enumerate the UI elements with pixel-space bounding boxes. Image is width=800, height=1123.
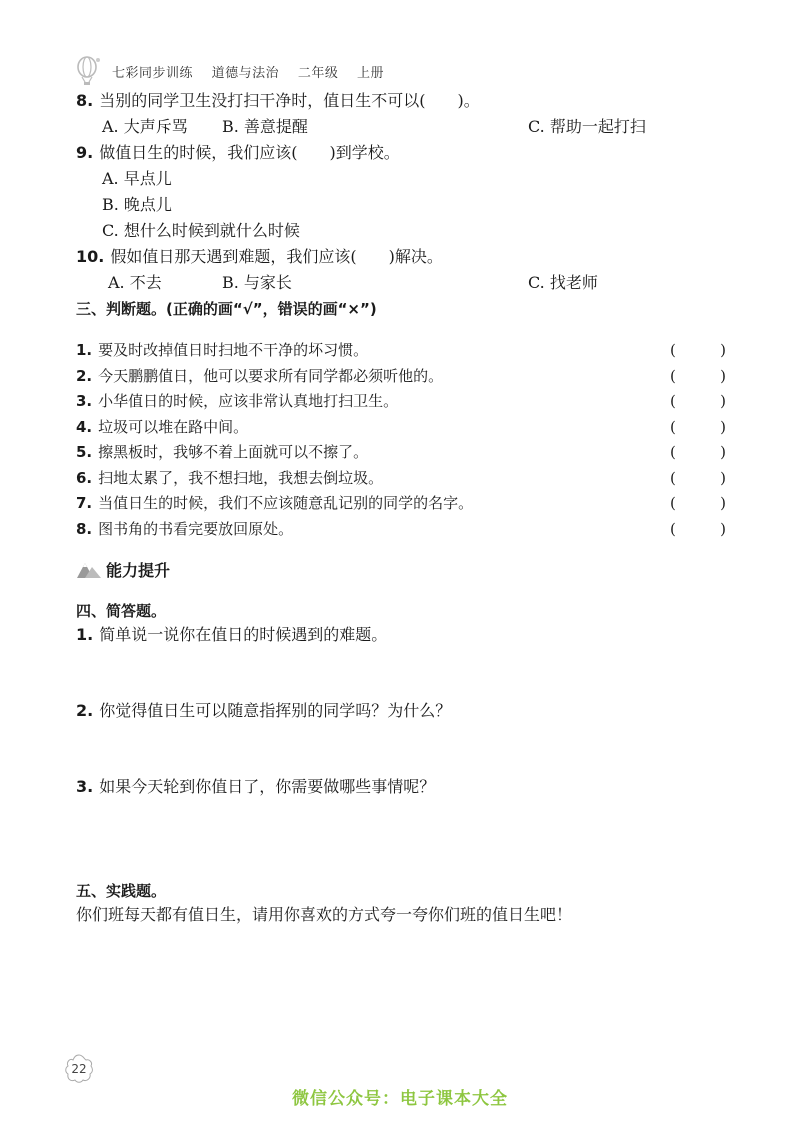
page-number-badge — [62, 1052, 96, 1086]
option-b: B. 与家长 — [222, 273, 292, 292]
paren-close: ) — [720, 443, 726, 461]
question-text: 如果今天轮到你值日了，你需要做哪些事情呢？ — [99, 777, 436, 796]
answer-blank[interactable] — [670, 338, 726, 362]
question-number: 5. — [76, 443, 93, 461]
question-text: 要及时改掉值日时扫地不干净的坏习惯。 — [98, 341, 369, 359]
question-number: 7. — [76, 494, 93, 512]
paren-close: ) — [720, 468, 726, 487]
option-a: A. 早点儿 — [102, 169, 172, 188]
paren-close: ) — [720, 341, 726, 359]
question-number: 8. — [76, 91, 94, 110]
practice-text: 你们班每天都有值日生，请用你喜欢的方式夸一夸你们班的值日生吧！ — [76, 905, 573, 924]
short-question-3 — [76, 776, 435, 798]
question-number: 10. — [76, 247, 105, 266]
question-number: 2. — [76, 366, 93, 385]
judge-question — [76, 389, 398, 413]
question-text: 今天鹏鹏值日，他可以要求所有同学都必须听他的。 — [98, 366, 444, 385]
option-b: B. 晚点儿 — [102, 195, 172, 214]
question-text: 你觉得值日生可以随意指挥别的同学吗？为什么？ — [99, 701, 452, 720]
question-number: 2. — [76, 701, 94, 720]
paren-open: ( — [670, 366, 676, 385]
question-text: 当值日生的时候，我们不应该随意乱记别的同学的名字。 — [98, 494, 474, 512]
option-b: B. 善意提醒 — [222, 117, 308, 136]
paren-close: ) — [720, 417, 726, 436]
header-grade: 二年级 — [297, 65, 339, 81]
paren-close: ) — [720, 494, 726, 512]
header-volume: 上册 — [356, 65, 384, 81]
question-number: 1. — [76, 625, 94, 644]
judge-item — [76, 517, 726, 541]
answer-blank[interactable] — [670, 491, 726, 515]
judge-item — [76, 389, 726, 413]
paren-open: ( — [670, 341, 676, 359]
question-text: 垃圾可以堆在路中间。 — [98, 417, 249, 436]
mountain-icon — [76, 559, 102, 579]
option-a: A. 大声斥骂 — [102, 117, 188, 136]
footer-watermark: 微信公众号：电子课本大全 — [292, 1089, 508, 1109]
paren-open: ( — [670, 443, 676, 461]
question-text: 图书角的书看完要放回原处。 — [98, 519, 294, 538]
judge-question — [76, 364, 443, 388]
ability-banner — [76, 556, 170, 582]
paren-open: ( — [670, 519, 676, 538]
question-10 — [76, 246, 443, 268]
short-section-title: 四、简答题。 — [76, 602, 167, 620]
judge-item — [76, 364, 726, 388]
paren-open: ( — [670, 494, 676, 512]
header-series: 七彩同步训练 — [112, 65, 194, 81]
question-number: 3. — [76, 777, 94, 796]
judge-item — [76, 491, 726, 515]
judge-item — [76, 415, 726, 439]
paren-open: ( — [670, 417, 676, 436]
question-number: 3. — [76, 392, 93, 410]
judge-question — [76, 491, 473, 515]
paren-close: ) — [720, 392, 726, 410]
balloon-icon — [76, 56, 102, 86]
page-number: 22 — [71, 1062, 87, 1076]
header-text — [112, 62, 398, 81]
question-text: 擦黑板时，我够不着上面就可以不擦了。 — [98, 443, 369, 461]
page-header — [76, 56, 398, 86]
judge-question — [76, 338, 368, 362]
option-c: C. 帮助一起打扫 — [528, 117, 646, 136]
question-text: 小华值日的时候，应该非常认真地打扫卫生。 — [98, 392, 399, 410]
question-text: 扫地太累了，我不想扫地，我想去倒垃圾。 — [98, 468, 384, 487]
paren-close: ) — [720, 519, 726, 538]
short-question-1 — [76, 624, 387, 646]
question-text: 简单说一说你在值日的时候遇到的难题。 — [99, 625, 388, 644]
question-number: 1. — [76, 341, 93, 359]
question-number: 8. — [76, 519, 93, 538]
paren-open: ( — [670, 468, 676, 487]
judge-question — [76, 466, 383, 490]
judge-item — [76, 466, 726, 490]
judge-item — [76, 338, 726, 362]
option-c: C. 想什么时候到就什么时候 — [102, 221, 300, 240]
question-text: 假如值日那天遇到难题，我们应该( )解决。 — [110, 247, 443, 266]
option-a: A. 不去 — [108, 273, 162, 292]
judge-item — [76, 440, 726, 464]
judge-question — [76, 415, 248, 439]
header-subject: 道德与法治 — [211, 65, 280, 81]
answer-blank[interactable] — [670, 466, 726, 490]
practice-section-title: 五、实践题。 — [76, 882, 167, 900]
answer-blank[interactable] — [670, 517, 726, 541]
judge-question — [76, 440, 368, 464]
question-number: 6. — [76, 468, 93, 487]
question-number: 9. — [76, 143, 94, 162]
judge-question — [76, 517, 293, 541]
paren-open: ( — [670, 392, 676, 410]
paren-close: ) — [720, 366, 726, 385]
question-9 — [76, 142, 400, 164]
short-question-2 — [76, 700, 451, 722]
question-text: 做值日生的时候，我们应该( )到学校。 — [99, 143, 400, 162]
answer-blank[interactable] — [670, 415, 726, 439]
judge-section-title: 三、判断题。(正确的画“√”，错误的画“×”) — [76, 300, 377, 318]
question-8 — [76, 90, 480, 112]
ability-title: 能力提升 — [106, 560, 171, 580]
answer-blank[interactable] — [670, 364, 726, 388]
question-number: 4. — [76, 417, 93, 436]
answer-blank[interactable] — [670, 389, 726, 413]
option-c: C. 找老师 — [528, 273, 598, 292]
question-text: 当别的同学卫生没打扫干净时，值日生不可以( )。 — [99, 91, 480, 110]
answer-blank[interactable] — [670, 440, 726, 464]
